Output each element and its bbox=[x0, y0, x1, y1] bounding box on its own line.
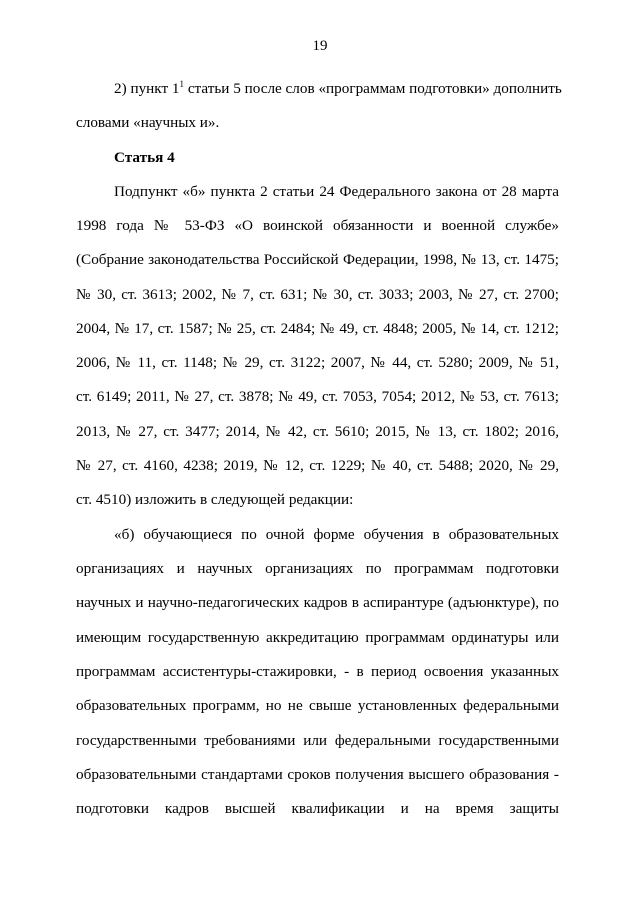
para1-line-3: (Собрание законодательства Российской Федерации, 1998, № 13, ст. 1475; bbox=[76, 251, 559, 268]
para1-line-5: 2004, № 17, ст. 1587; № 25, ст. 2484; № 49, ст. 4848; 2005, № 14, ст. 1212; bbox=[76, 320, 559, 337]
para1-line-2: 1998 года № 53-ФЗ «О воинской обязанности и военной службе» bbox=[76, 217, 559, 234]
para2-line-1: «б) обучающиеся по очной форме обучения в образовательных bbox=[114, 526, 559, 543]
para2-line-7: государственными требованиями или федеральными государственными bbox=[76, 732, 559, 749]
item2-text-post: статьи 5 после слов «программам подготовки» дополнить bbox=[184, 80, 562, 97]
item2-line-2: словами «научных и». bbox=[76, 114, 220, 131]
page-number: 19 bbox=[312, 38, 328, 54]
para1-line-4: № 30, ст. 3613; 2002, № 7, ст. 631; № 30, ст. 3033; 2003, № 27, ст. 2700; bbox=[76, 286, 559, 303]
para2-line-3: научных и научно-педагогических кадров в аспирантуре (адъюнктуре), по bbox=[76, 594, 559, 611]
para1-line-10: ст. 4510) изложить в следующей редакции: bbox=[76, 491, 354, 508]
para1-line-6: 2006, № 11, ст. 1148; № 29, ст. 3122; 2007, № 44, ст. 5280; 2009, № 51, bbox=[76, 354, 559, 371]
item2-superscript: 1 bbox=[179, 79, 185, 89]
para1-line-9: № 27, ст. 4160, 4238; 2019, № 12, ст. 1229; № 40, ст. 5488; 2020, № 29, bbox=[76, 457, 559, 474]
para2-line-9: подготовки кадров высшей квалификации и на время защиты bbox=[76, 800, 559, 817]
para1-line-1: Подпункт «б» пункта 2 статьи 24 Федерального закона от 28 марта bbox=[114, 183, 559, 200]
article-heading: Статья 4 bbox=[114, 149, 175, 166]
para2-line-4: имеющим государственную аккредитацию программам ординатуры или bbox=[76, 629, 559, 646]
item2-line-1 bbox=[114, 79, 562, 99]
item2-text-pre: 2) пункт 1 bbox=[114, 80, 180, 97]
para1-line-7: ст. 6149; 2011, № 27, ст. 3878; № 49, ст. 7053, 7054; 2012, № 53, ст. 7613; bbox=[76, 388, 559, 405]
para2-line-5: программам ассистентуры-стажировки, - в период освоения указанных bbox=[76, 663, 559, 680]
para1-line-8: 2013, № 27, ст. 3477; 2014, № 42, ст. 5610; 2015, № 13, ст. 1802; 2016, bbox=[76, 423, 559, 440]
para2-line-8: образовательными стандартами сроков получения высшего образования - bbox=[76, 766, 559, 783]
para2-line-2: организациях и научных организациях по программам подготовки bbox=[76, 560, 559, 577]
para2-line-6: образовательных программ, но не свыше установленных федеральными bbox=[76, 697, 559, 714]
